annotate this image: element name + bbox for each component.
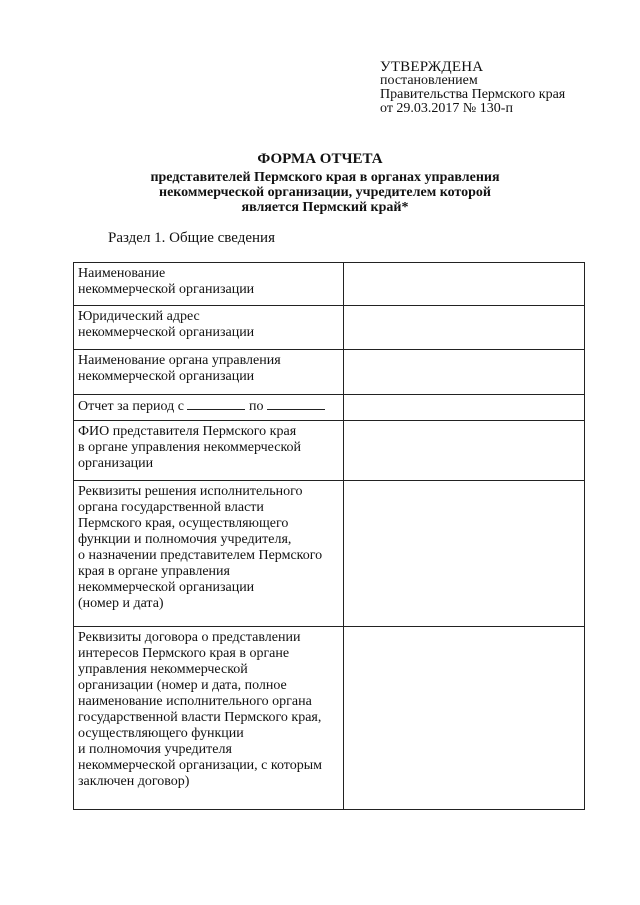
row-value-org-name[interactable]: [344, 263, 585, 306]
table-row: [74, 421, 585, 481]
period-from-blank[interactable]: [187, 398, 245, 410]
form-title: ФОРМА ОТЧЕТА: [257, 151, 383, 167]
form-subtitle: представителей Пермского края в органах управления некоммерческой организации, учредителем которой является Пермский край*: [150, 170, 500, 215]
table-row: [74, 350, 585, 395]
row-value-representative-name[interactable]: [344, 421, 585, 481]
row-value-management-body[interactable]: [344, 350, 585, 395]
period-to-blank[interactable]: [267, 398, 325, 410]
table-row: [74, 627, 585, 810]
row-label-management-body: Наименование органа управления некоммерческой организации: [74, 350, 344, 395]
row-label-appointment-decision: Реквизиты решения исполнительного органа государственной власти Пермского края, осуществляющего функции и полномочия учредителя, о назначении представителем Пермского края в органе управления некоммерческой организации (номер и дата): [74, 481, 344, 627]
table-row: [74, 263, 585, 306]
row-value-appointment-decision[interactable]: [344, 481, 585, 627]
approval-line: постановлением: [380, 73, 478, 88]
row-label-representation-contract: Реквизиты договора о представлении интересов Пермского края в органе управления некоммерческой организации (номер и дата, полное наименование исполнительного органа государственной власти Пермского края, осуществляющего функции и полномочия учредителя некоммерческой организации, с которым заключен договор): [74, 627, 344, 810]
approval-line: Правительства Пермского края: [380, 87, 566, 102]
period-to-label: по: [248, 399, 264, 414]
row-value-report-period[interactable]: [344, 395, 585, 421]
approval-date: от 29.03.2017 № 130-п: [380, 101, 513, 116]
row-label-org-name: Наименование некоммерческой организации: [74, 263, 344, 306]
approval-stamp: [380, 60, 620, 116]
approval-heading: УТВЕРЖДЕНА: [380, 59, 484, 75]
section-heading: Раздел 1. Общие сведения: [108, 230, 275, 246]
table-row: [74, 481, 585, 627]
row-value-representation-contract[interactable]: [344, 627, 585, 810]
row-label-representative-name: ФИО представителя Пермского края в органе управления некоммерческой организации: [74, 421, 344, 481]
period-from-label: Отчет за период с: [78, 399, 184, 414]
general-info-table: [73, 262, 585, 810]
row-value-legal-address[interactable]: [344, 306, 585, 350]
row-label-report-period: [74, 395, 344, 421]
table-row: [74, 306, 585, 350]
row-label-legal-address: Юридический адрес некоммерческой организации: [74, 306, 344, 350]
table-row: [74, 395, 585, 421]
